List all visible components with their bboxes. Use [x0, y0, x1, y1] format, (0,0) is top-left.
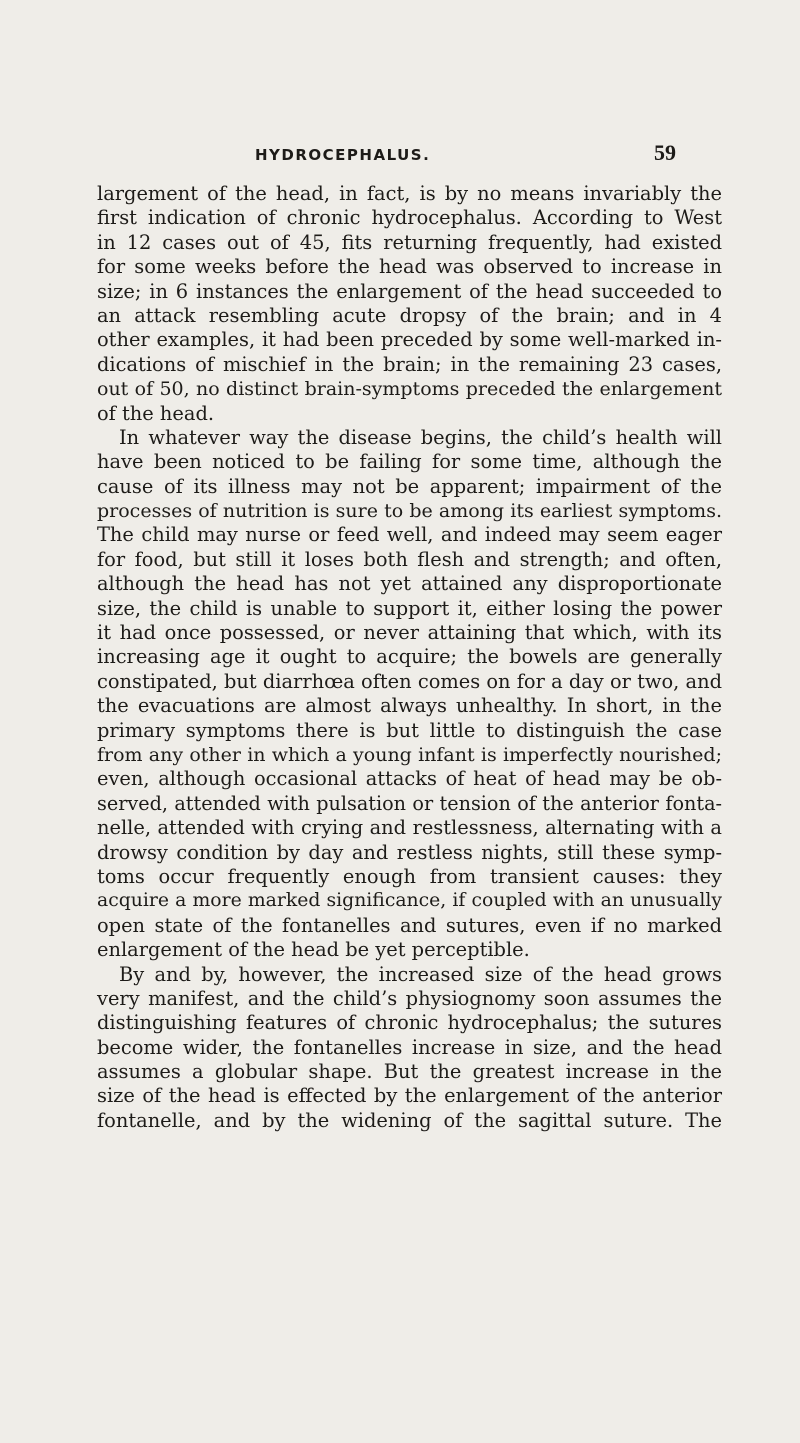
text-line: for food, but still it loses both flesh and strength; and often,: [97, 547, 722, 571]
text-line: fontanelle, and by the widening of the sagittal suture. The: [97, 1108, 722, 1132]
text-line: dications of mischief in the brain; in the remaining 23 cases,: [97, 352, 722, 376]
text-line: constipated, but diarrhœa often comes on for a day or two, and: [97, 669, 722, 693]
text-line: nelle, attended with crying and restlessness, alternating with a: [97, 816, 722, 840]
text-line: in 12 cases out of 45, fits returning frequently, had existed: [97, 230, 722, 254]
text-line: size, the child is unable to support it, either losing the power: [97, 596, 722, 620]
text-line: very manifest, and the child’s physiognomy soon assumes the: [97, 986, 722, 1010]
text-line: other examples, it had been preceded by some well-marked in-: [97, 328, 722, 352]
text-line: size of the head is effected by the enlargement of the anterior: [97, 1084, 722, 1108]
text-line: for some weeks before the head was observed to increase in: [97, 255, 722, 279]
text-line: an attack resembling acute dropsy of the brain; and in 4: [97, 303, 722, 327]
text-line: the evacuations are almost always unhealthy. In short, in the: [97, 694, 722, 718]
text-line: largement of the head, in fact, is by no means invariably the: [97, 182, 722, 205]
text-line: distinguishing features of chronic hydrocephalus; the sutures: [97, 1011, 722, 1035]
running-head: [0, 140, 800, 180]
text-line: drowsy condition by day and restless nights, still these symp-: [97, 840, 722, 864]
text-line: acquire a more marked significance, if coupled with an unusually: [97, 890, 722, 912]
text-line: In whatever way the disease begins, the child’s health will: [119, 425, 722, 449]
text-line: assumes a globular shape. But the greatest increase in the: [97, 1060, 722, 1084]
text-line: enlargement of the head be yet perceptible.: [97, 938, 530, 962]
text-line: open state of the fontanelles and sutures, even if no marked: [97, 913, 722, 937]
text-line: increasing age it ought to acquire; the bowels are generally: [97, 645, 722, 669]
text-line: served, attended with pulsation or tension of the anterior fonta-: [97, 791, 722, 815]
text-line: from any other in which a young infant is imperfectly nourished;: [97, 743, 722, 766]
text-line: The child may nurse or feed well, and indeed may seem eager: [97, 523, 722, 547]
page-number: 59: [654, 140, 676, 165]
text-line: although the head has not yet attained any disproportionate: [97, 572, 722, 596]
text-line: have been noticed to be failing for some time, although the: [97, 450, 722, 474]
text-line: primary symptoms there is but little to distinguish the case: [97, 718, 722, 742]
text-line: cause of its illness may not be apparent; impairment of the: [97, 474, 722, 498]
text-line: first indication of chronic hydrocephalus. According to West: [97, 206, 722, 230]
text-line: toms occur frequently enough from transient causes: they: [97, 864, 722, 888]
text-line: out of 50, no distinct brain-symptoms preceded the enlargement: [97, 378, 722, 401]
running-title: HYDROCEPHALUS.: [255, 146, 431, 164]
text-line: it had once possessed, or never attaining that which, with its: [97, 621, 722, 645]
text-line: even, although occasional attacks of heat of head may be ob-: [97, 767, 722, 791]
text-line: processes of nutrition is sure to be among its earliest symptoms.: [97, 500, 722, 523]
text-line: By and by, however, the increased size of the head grows: [119, 962, 722, 986]
text-line: size; in 6 instances the enlargement of the head succeeded to: [97, 279, 722, 303]
text-line: become wider, the fontanelles increase in size, and the head: [97, 1035, 722, 1059]
body-text: [97, 182, 722, 1133]
text-line: of the head.: [97, 401, 215, 425]
